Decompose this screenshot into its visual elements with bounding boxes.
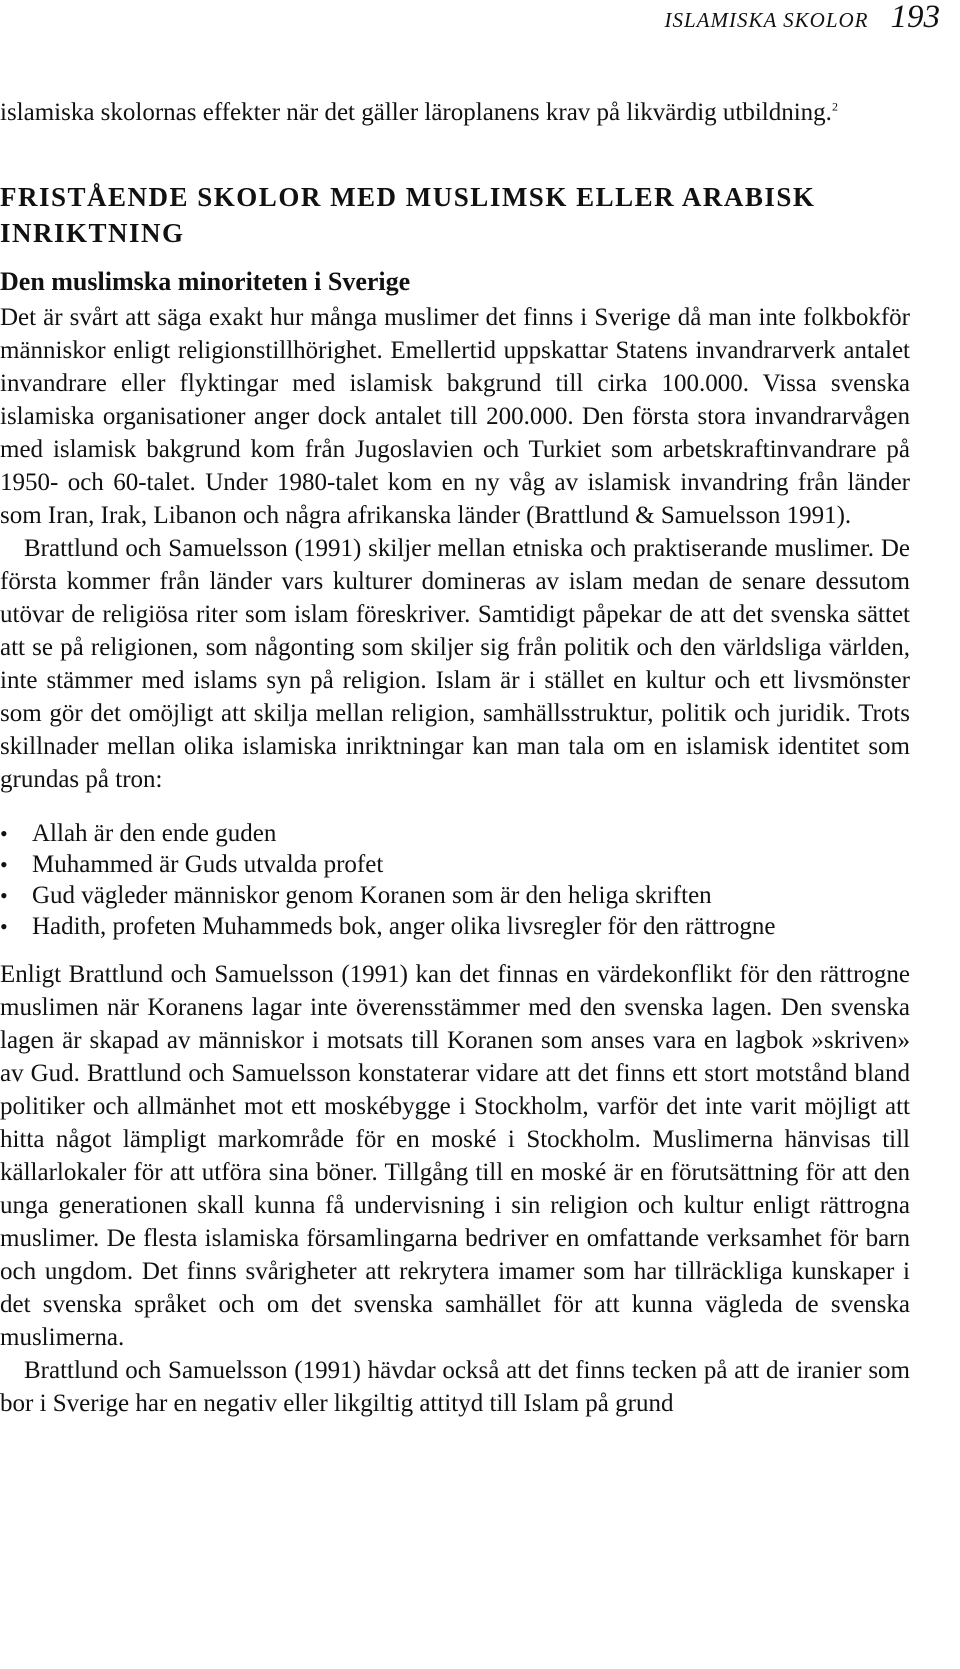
paragraph: Enligt Brattlund och Samuelsson (1991) kan det finnas en värdekonflikt för den rättrogne muslimen när Koranens lagar inte överensstämmer med den svenska lagen. Den svenska lagen är skapad av människor i motsats till Koranen som anses vara en lagbok »skriven» av Gud. Brattlund och Samuelsson konstaterar vidare att det finns ett stort motstånd bland politiker och allmänhet mot ett moskébygge i Stockholm, varför det inte varit möjligt att hitta något lämpligt markområde för en moské i Stockholm. Muslimerna hänvisas till källarlokaler för att utföra sina böner. Tillgång till en moské är en förutsättning för att den unga generationen skall kunna få undervisning i sin religion och kultur enligt rättrogna muslimer. De flesta islamiska församlingarna bedriver en omfattande verksamhet för barn och ungdom. Det finns svårigheter att rekrytera imamer som har tillräckliga kunskaper i det svenska språket och om det svenska samhället för att kunna vägleda de svenska muslimerna. — [0, 961, 910, 1351]
list-item — [0, 880, 910, 911]
list-item-text: Hadith, profeten Muhammeds bok, anger olika livsregler för den rättrogne — [32, 913, 776, 940]
list-item-text: Gud vägleder människor genom Koranen som är den heliga skriften — [32, 882, 712, 909]
subsection-heading: Den muslimska minoriteten i Sverige — [0, 267, 411, 296]
list-item — [0, 818, 910, 849]
body-text — [0, 96, 910, 1420]
running-title: ISLAMISKA SKOLOR — [664, 8, 869, 32]
paragraph: Brattlund och Samuelsson (1991) skiljer mellan etniska och praktiserande muslimer. De första kommer från länder vars kulturer domineras av islam medan de senare dessutom utövar de religiösa riter som islam föreskriver. Samtidigt påpekar de att det svenska sättet att se på religionen, som någonting som skiljer sig från politik och den världsliga världen, inte stämmer med islams syn på religion. Islam är i stället en kultur och ett livsmönster som gör det omöjligt att skilja mellan religion, samhällsstruktur, politik och juridik. Trots skillnader mellan olika islamiska inriktningar kan man tala om en islamisk identitet som grundas på tron: — [0, 535, 910, 793]
bullet-icon: • — [0, 821, 8, 846]
footnote-reference[interactable]: 2 — [831, 99, 838, 114]
bullet-icon: • — [0, 914, 8, 939]
page-number: 193 — [890, 0, 940, 35]
paragraph: Brattlund och Samuelsson (1991) hävdar också att det finns tecken på att de iranier som bor i Sverige har en negativ eller likgiltig attityd till Islam på grund — [0, 1357, 910, 1417]
section-heading: FRISTÅENDE SKOLOR MED MUSLIMSK ELLER ARABISK INRIKTNING — [0, 182, 816, 248]
intro-paragraph — [0, 96, 910, 129]
bullet-icon: • — [0, 852, 8, 877]
intro-text: islamiska skolornas effekter när det gäller läroplanens krav på likvärdig utbildning. — [0, 99, 832, 126]
list-item-text: Muhammed är Guds utvalda profet — [32, 851, 384, 878]
paragraph: Det är svårt att säga exakt hur många muslimer det finns i Sverige då man inte folkbokför människor enligt religionstillhörighet. Emellertid uppskattar Statens invandrarverk antalet invandrare eller flyktingar med islamisk bakgrund till cirka 100.000. Vissa svenska islamiska organisationer anger dock antalet till 200.000. Den första stora invandrarvågen med islamisk bakgrund kom från Jugoslavien och Turkiet som arbetskraftinvandrare på 1950- och 60-talet. Under 1980-talet kom en ny våg av islamisk invandring från länder som Iran, Irak, Libanon och några afrikanska länder (Brattlund & Samuelsson 1991). — [0, 304, 910, 529]
beliefs-list — [0, 818, 910, 942]
running-header — [664, 0, 940, 40]
bullet-icon: • — [0, 883, 8, 908]
list-item — [0, 911, 910, 942]
list-item — [0, 849, 910, 880]
list-item-text: Allah är den ende guden — [32, 820, 277, 847]
